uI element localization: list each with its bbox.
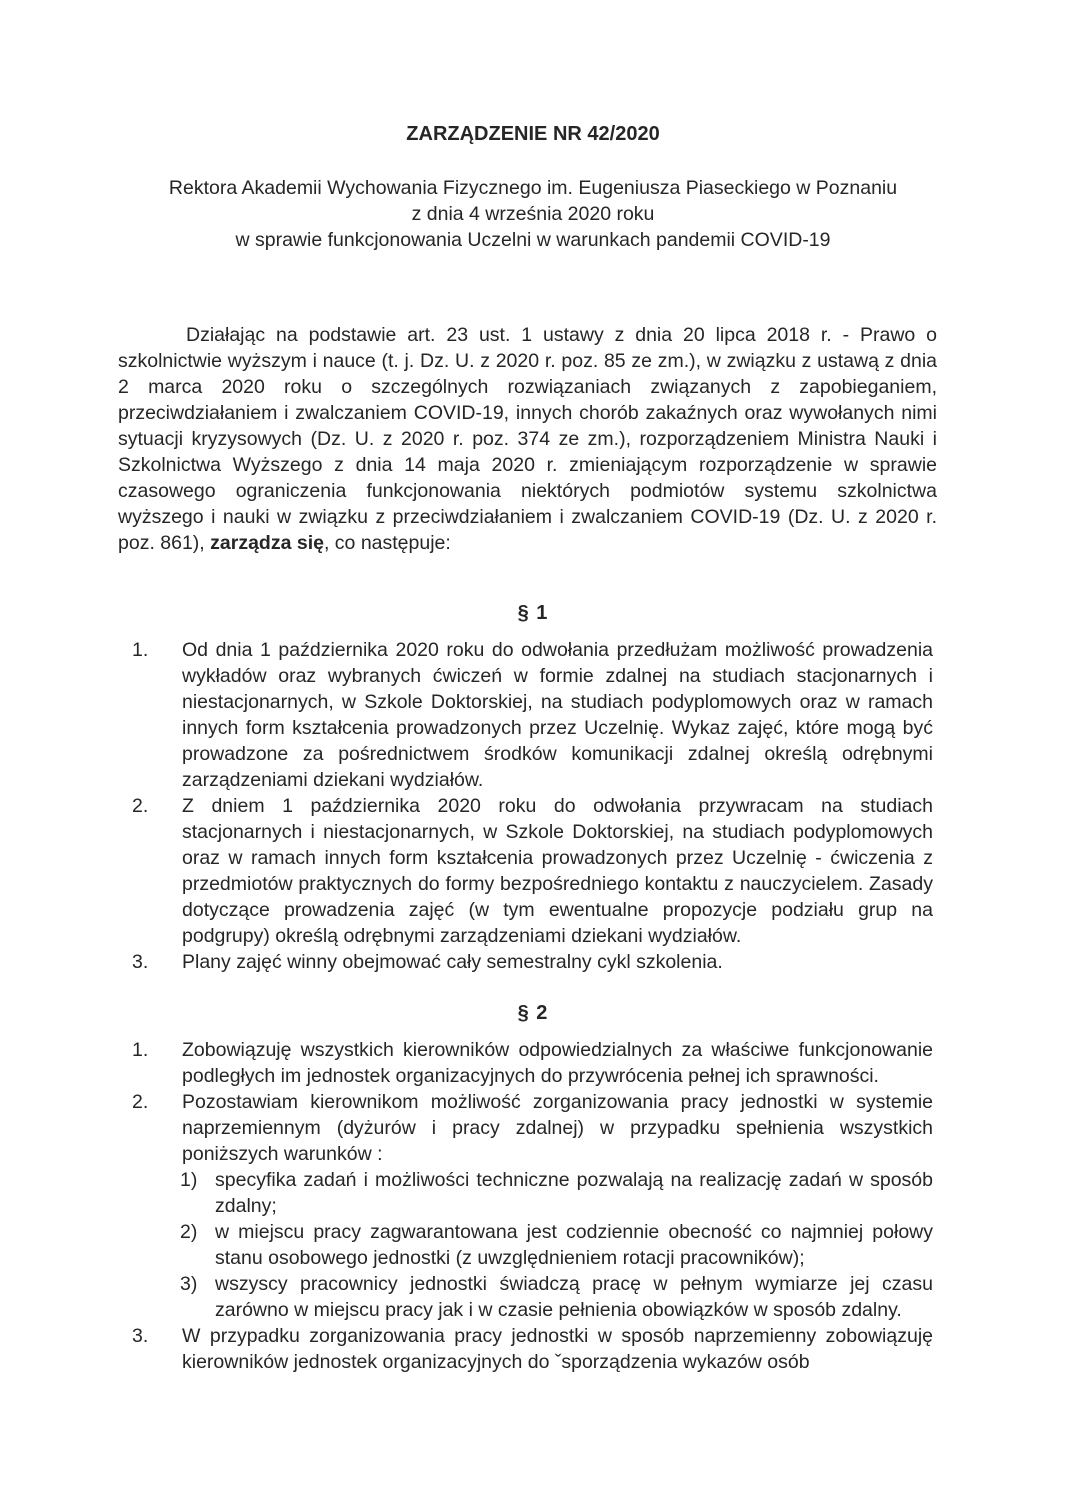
- s1-item-1: [118, 637, 933, 793]
- subitem-number: 3): [180, 1273, 198, 1295]
- s2-subitem-1: [180, 1167, 933, 1219]
- item-number: 3.: [132, 1325, 149, 1347]
- subitem-text: wszyscy pracownicy jednostki świadczą pracę w pełnym wymiarze jej czasu zarówno w miejscu pracy jak i w czasie pełnienia obowiązków w sposób zdalny.: [215, 1273, 933, 1321]
- s2-subitem-3: [180, 1271, 933, 1323]
- s2-item-1: [118, 1037, 933, 1089]
- preamble-tail: , co następuje:: [323, 532, 451, 554]
- item-number: 2.: [132, 795, 149, 817]
- section-2-heading: § 2: [517, 1002, 549, 1024]
- item-text: Zobowiązuję wszystkich kierowników odpowiedzialnych za właściwe funkcjonowanie podległych im jednostek organizacyjnych do przywrócenia pełnej ich sprawności.: [182, 1039, 933, 1087]
- s1-item-2: [118, 793, 933, 949]
- item-text: Od dnia 1 października 2020 roku do odwołania przedłużam możliwość prowadzenia wykładów oraz wybranych ćwiczeń w formie zdalnej na studiach stacjonarnych i niestacjonarnych, w Szkole Doktorskiej, na studiach podyplomowych oraz w ramach innych form kształcenia prowadzonych przez Uczelnię. Wykaz zajęć, które mogą być prowadzone za pośrednictwem środków komunikacji zdalnej określą odrębnymi zarządzeniami dziekani wydziałów.: [182, 639, 933, 791]
- issuer-line: Rektora Akademii Wychowania Fizycznego im. Eugeniusza Piaseckiego w Poznaniu: [168, 177, 898, 199]
- s1-item-3: [118, 949, 933, 975]
- preamble-text: Działając na podstawie art. 23 ust. 1 ustawy z dnia 20 lipca 2018 r. - Prawo o szkolnictwie wyższym i nauce (t. j. Dz. U. z 2020 r. poz. 85 ze zm.), w związku z ustawą z dnia 2 marca 2020 roku o szczególnych rozwiązaniach związanych z zapobieganiem, przeciwdziałaniem i zwalczaniem COVID-19, innych chorób zakaźnych oraz wywołanych nimi sytuacji kryzysowych (Dz. U. z 2020 r. poz. 374 ze zm.), rozporządzeniem Ministra Nauki i Szkolnictwa Wyższego z dnia 14 maja 2020 r. zmieniającym rozporządzenie w sprawie czasowego ograniczenia funkcjonowania niektórych podmiotów systemu szkolnictwa wyższego i nauki w związku z przeciwdziałaniem i zwalczaniem COVID-19 (Dz. U. z 2020 r. poz. 861),: [118, 324, 937, 554]
- subitem-text: w miejscu pracy zagwarantowana jest codziennie obecność co najmniej połowy stanu osobowego jednostki (z uwzględnieniem rotacji pracowników);: [215, 1221, 933, 1269]
- subitem-number: 2): [180, 1221, 198, 1243]
- preamble-bold: zarządza się: [210, 532, 324, 554]
- item-text: W przypadku zorganizowania pracy jednostki w sposób naprzemienny zobowiązuję kierowników jednostek organizacyjnych do ˇsporządzenia wykazów osób: [182, 1325, 933, 1373]
- date-line: z dnia 4 września 2020 roku: [411, 203, 655, 225]
- item-number: 3.: [132, 951, 149, 973]
- subitem-number: 1): [180, 1169, 198, 1191]
- item-text: Pozostawiam kierownikom możliwość zorganizowania pracy jednostki w systemie naprzemiennym (dyżurów i pracy zdalnej) w przypadku spełnienia wszystkich poniższych warunków :: [182, 1091, 933, 1165]
- s2-subitem-2: [180, 1219, 933, 1271]
- s2-item-3: [118, 1323, 933, 1375]
- s2-item-2: [118, 1089, 933, 1167]
- subitem-text: specyfika zadań i możliwości techniczne pozwalają na realizację zadań w sposób zdalny;: [215, 1169, 933, 1217]
- item-text: Plany zajęć winny obejmować cały semestralny cykl szkolenia.: [182, 951, 723, 973]
- subject-line: w sprawie funkcjonowania Uczelni w warunkach pandemii COVID-19: [235, 229, 831, 251]
- section-1-heading: § 1: [517, 602, 549, 624]
- item-number: 2.: [132, 1091, 149, 1113]
- document-title: ZARZĄDZENIE NR 42/2020: [406, 123, 660, 145]
- preamble: [118, 322, 937, 556]
- item-text: Z dniem 1 października 2020 roku do odwołania przywracam na studiach stacjonarnych i niestacjonarnych, w Szkole Doktorskiej, na studiach podyplomowych oraz w ramach innych form kształcenia prowadzonych przez Uczelnię - ćwiczenia z przedmiotów praktycznych do formy bezpośredniego kontaktu z nauczycielem. Zasady dotyczące prowadzenia zajęć (w tym ewentualne propozycje podziału grup na podgrupy) określą odrębnymi zarządzeniami dziekani wydziałów.: [182, 795, 933, 947]
- item-number: 1.: [132, 639, 149, 661]
- item-number: 1.: [132, 1039, 149, 1061]
